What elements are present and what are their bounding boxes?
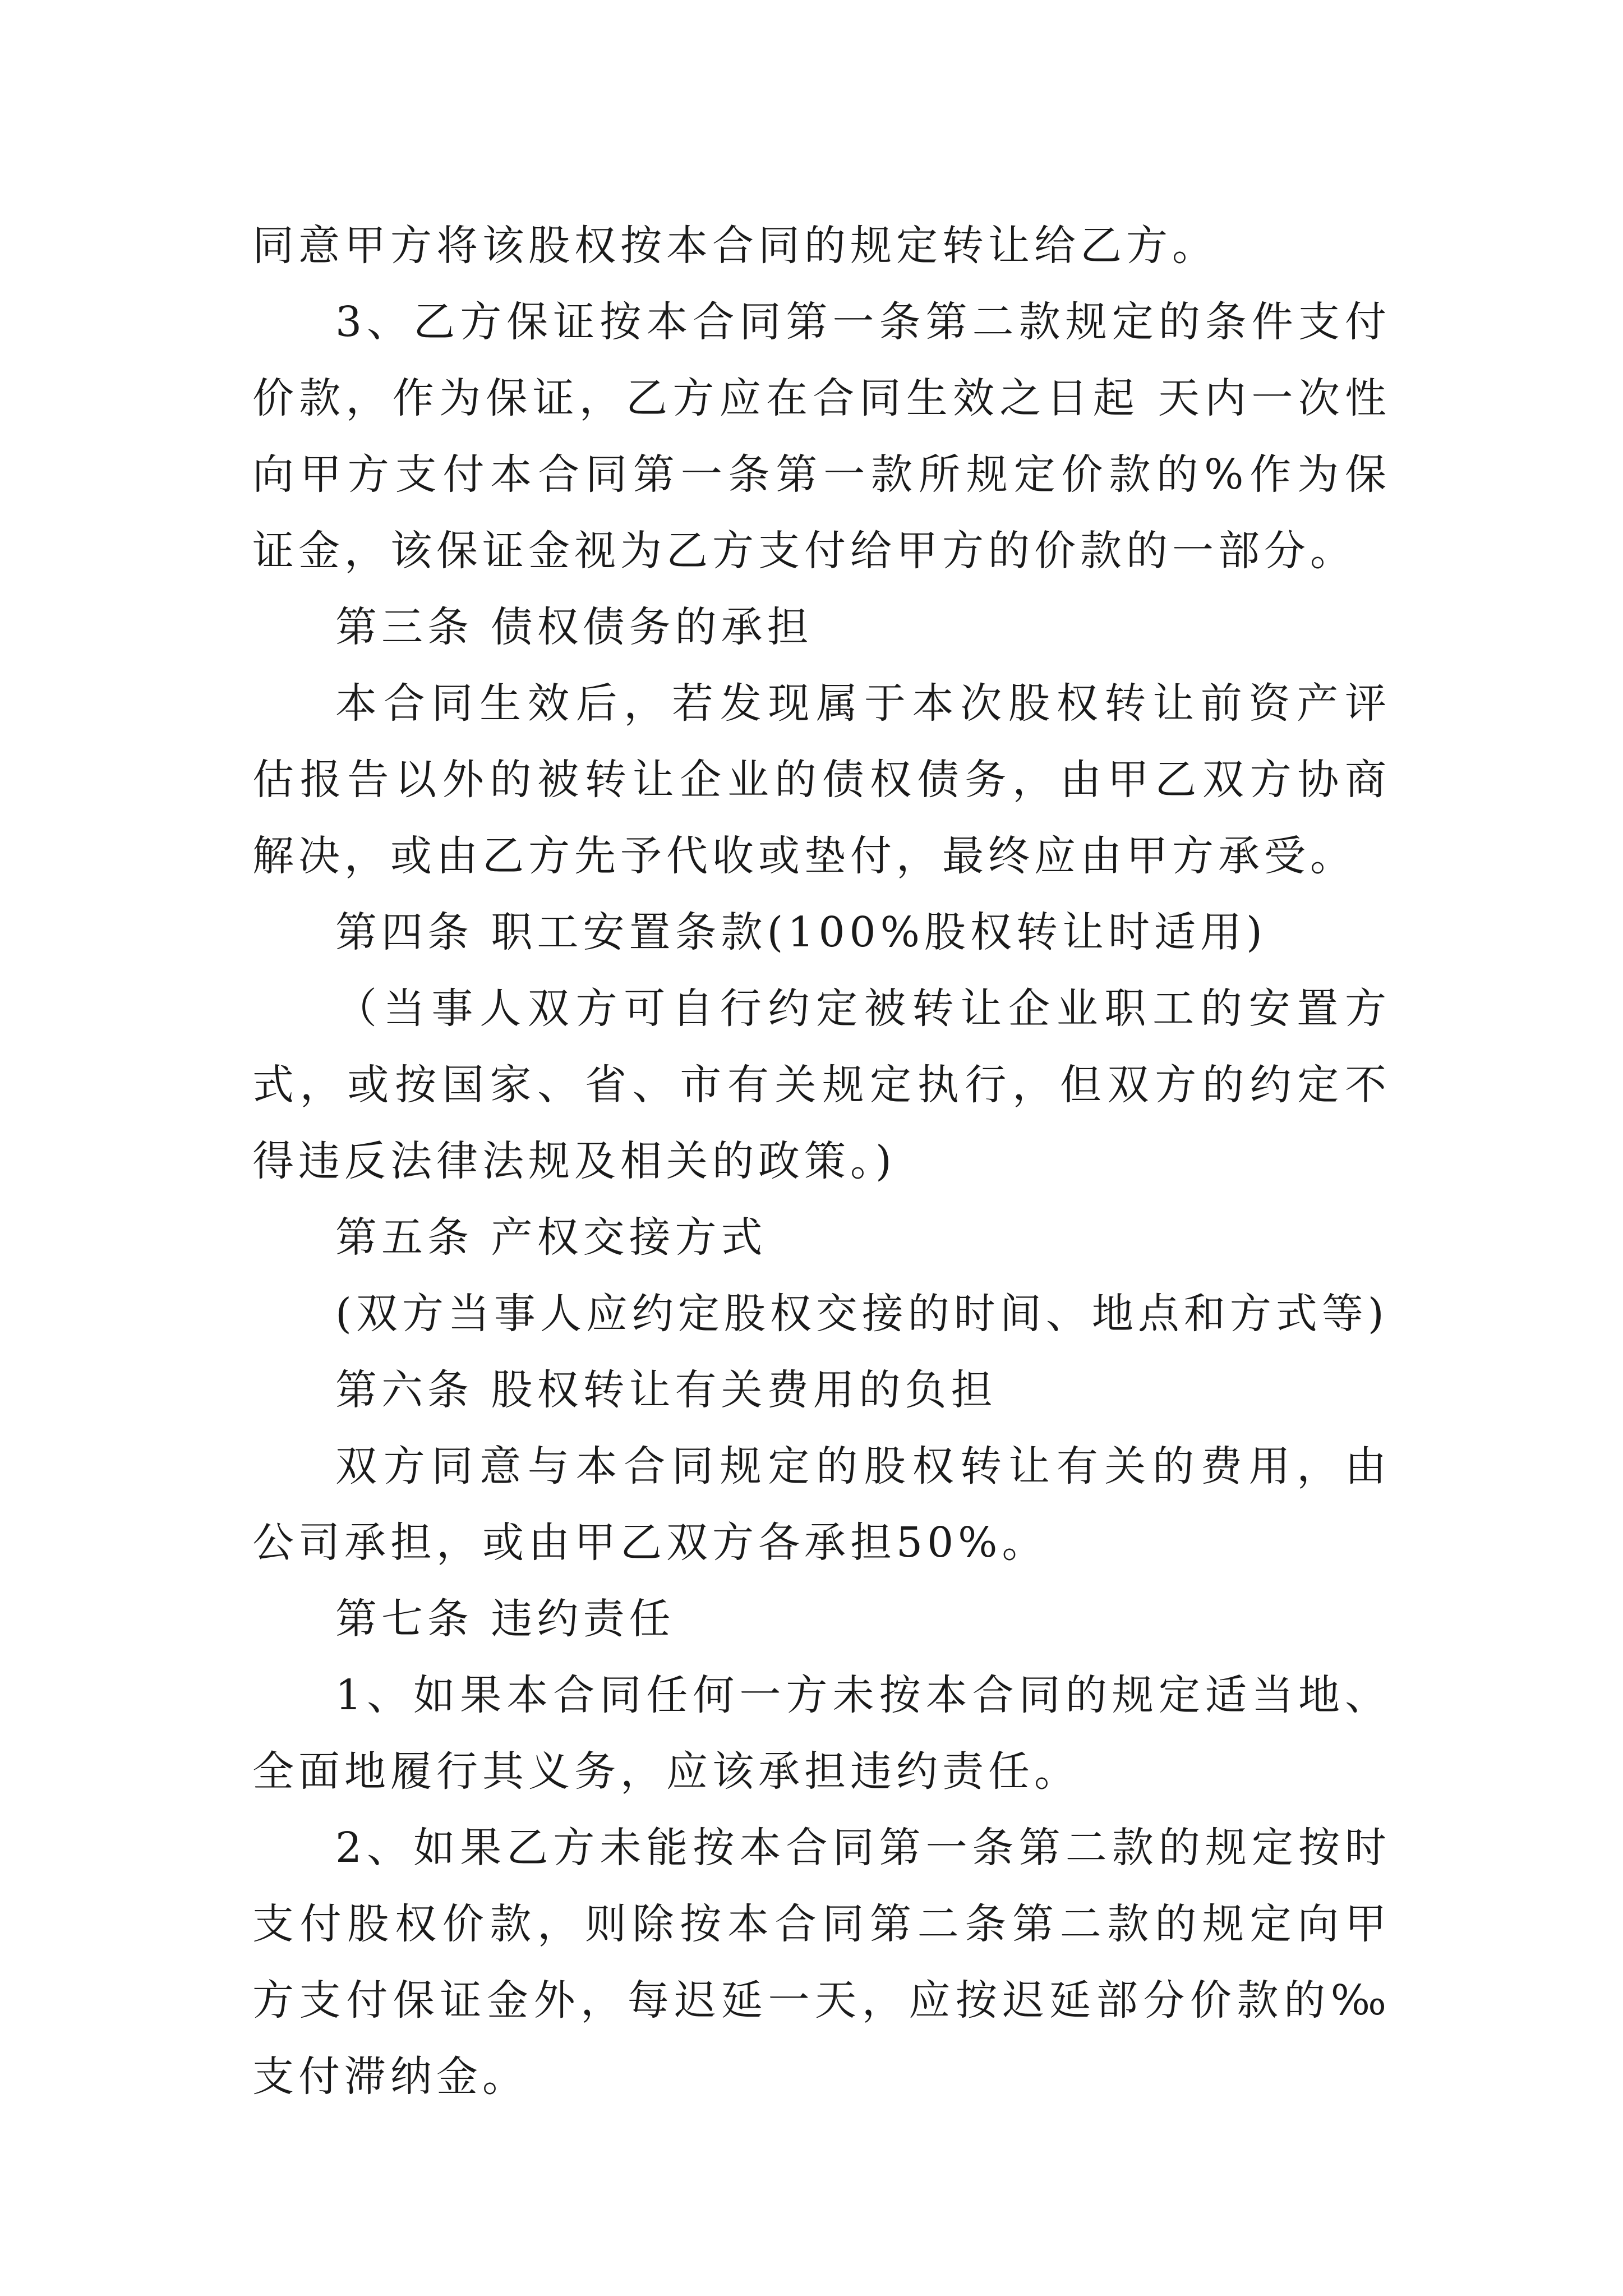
article-6-body: 双方同意与本合同规定的股权转让有关的费用，由 公司承担，或由甲乙双方各承担50%。 xyxy=(252,1442,1391,1567)
article-3-heading: 第三条 债权债务的承担 xyxy=(335,603,813,651)
paragraph-continuation: 同意甲方将该股权按本合同的规定转让给乙方。 xyxy=(252,222,1218,270)
article-5-heading: 第五条 产权交接方式 xyxy=(335,1213,767,1262)
article-6-heading: 第六条 股权转让有关费用的负担 xyxy=(335,1366,997,1414)
document-body xyxy=(252,208,1391,2115)
article-7-clause-1: 1、如果本合同任何一方未按本合同的规定适当地、全面地履行其义务，应该承担违约责任。 xyxy=(252,1671,1391,1796)
article-3-body: 本合同生效后，若发现属于本次股权转让前资产评估报告以外的被转让企业的债权债务，由甲乙双方协商解决，或由乙方先予代收或垫付，最终应由甲方承受。 xyxy=(252,679,1391,880)
article-7-heading: 第七条 违约责任 xyxy=(335,1595,675,1643)
article-5-body: (双方当事人应约定股权交接的时间、地点和方式等) xyxy=(335,1290,1389,1338)
article-4-heading: 第四条 职工安置条款(100%股权转让时适用) xyxy=(335,908,1267,956)
article-4-body: （当事人双方可自行约定被转让企业职工的安置方式，或按国家、省、市有关规定执行，但双方的约定不得违反法律法规及相关的政策。) xyxy=(252,984,1391,1185)
article-7-clause-2: 2、如果乙方未能按本合同第一条第二款的规定按时支付股权价款，则除按本合同第二条第二款的规定向甲方支付保证金外，每迟延一天，应按迟延部分价款的‰支付滞纳金。 xyxy=(252,1824,1391,2101)
paragraph-clause-3: 3、乙方保证按本合同第一条第二款规定的条件支付价款，作为保证，乙方应在合同生效之日起 天内一次性向甲方支付本合同第一条第一款所规定价款的%作为保证金，该保证金视为乙方支付给甲方的价款的一部分。 xyxy=(252,298,1391,575)
